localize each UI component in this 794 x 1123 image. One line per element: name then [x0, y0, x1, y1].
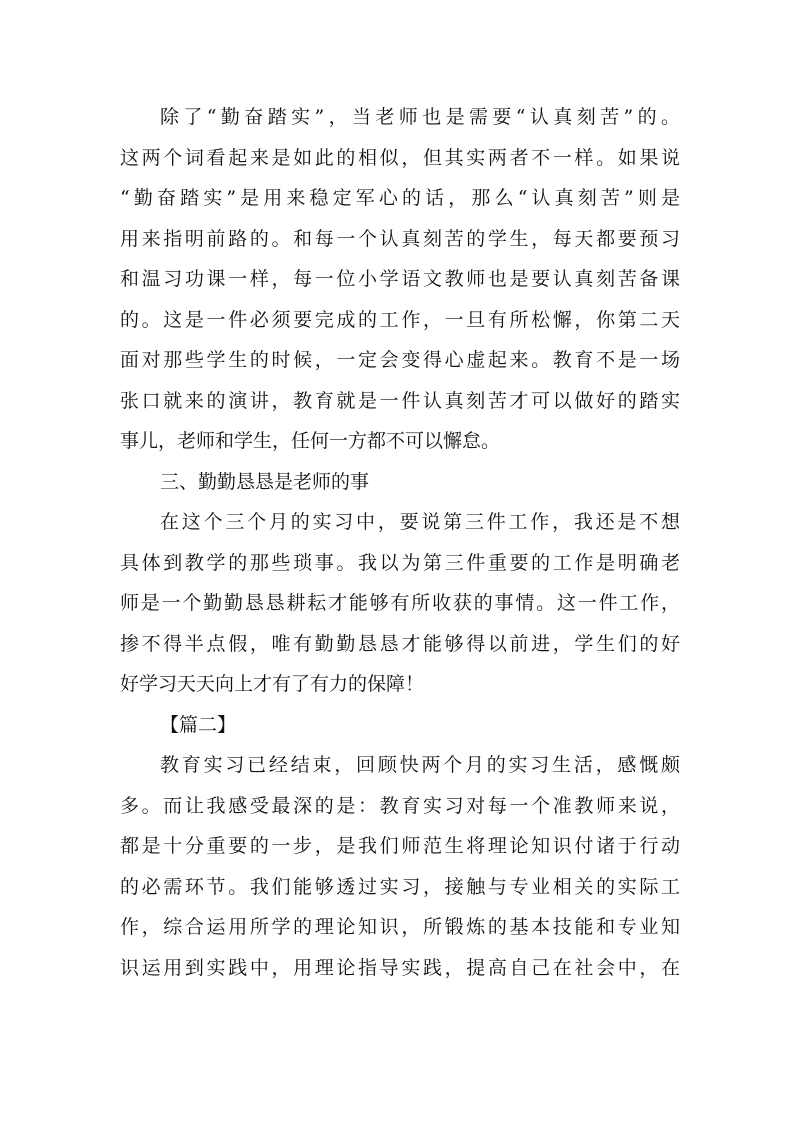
- part-title: 【篇二】: [160, 713, 237, 736]
- paragraph-line-19: 都是十分重要的一步，是我们师范生将理论知识付诸于行动: [120, 835, 680, 857]
- paragraph-line-18: 多。而让我感受最深的是：教育实习对每一个准教师来说，: [120, 794, 680, 817]
- paragraph-line-4: 用来指明前路的。和每一个认真刻苦的学生，每天都要预习: [120, 227, 680, 250]
- paragraph-line-7: 面对那些学生的时候，一定会变得心虚起来。教育不是一场: [120, 349, 680, 371]
- paragraph-line-6: 的。这是一件必须要完成的工作，一旦有所松懈，你第二天: [120, 308, 680, 331]
- paragraph-line-21: 作，综合运用所学的理论知识，所锻炼的基本技能和专业知: [120, 916, 680, 938]
- paragraph-line-2: 这两个词看起来是如此的相似，但其实两者不一样。如果说: [120, 146, 680, 169]
- paragraph-line-15: 好学习天天向上才有了有力的保障！: [120, 673, 425, 695]
- paragraph-line-1: 除了“勤奋踏实”，当老师也是需要“认真刻苦”的。: [160, 106, 680, 128]
- paragraph-line-14: 掺不得半点假，唯有勤勤恳恳才能够得以前进，学生们的好: [120, 632, 680, 655]
- paragraph-line-5: 和温习功课一样，每一位小学语文教师也是要认真刻苦备课: [120, 268, 680, 290]
- paragraph-line-13: 师是一个勤勤恳恳耕耘才能够有所收获的事情。这一件工作，: [120, 592, 680, 614]
- paragraph-line-17: 教育实习已经结束，回顾快两个月的实习生活，感慨颇: [160, 754, 680, 776]
- section-heading: 三、勤勤恳恳是老师的事: [160, 470, 370, 493]
- paragraph-line-12: 具体到教学的那些琐事。我以为第三件重要的工作是明确老: [120, 551, 680, 574]
- paragraph-line-11: 在这个三个月的实习中，要说第三件工作，我还是不想: [160, 511, 680, 533]
- paragraph-line-9: 事儿，老师和学生，任何一方都不可以懈怠。: [120, 430, 501, 452]
- paragraph-line-3: “勤奋踏实”是用来稳定军心的话，那么“认真刻苦”则是: [120, 187, 680, 209]
- paragraph-line-22: 识运用到实践中，用理论指导实践，提高自己在社会中，在: [120, 956, 680, 979]
- paragraph-line-8: 张口就来的演讲，教育就是一件认真刻苦才可以做好的踏实: [120, 389, 680, 412]
- paragraph-line-20: 的必需环节。我们能够透过实习，接触与专业相关的实际工: [120, 875, 680, 898]
- document-body: [120, 97, 680, 988]
